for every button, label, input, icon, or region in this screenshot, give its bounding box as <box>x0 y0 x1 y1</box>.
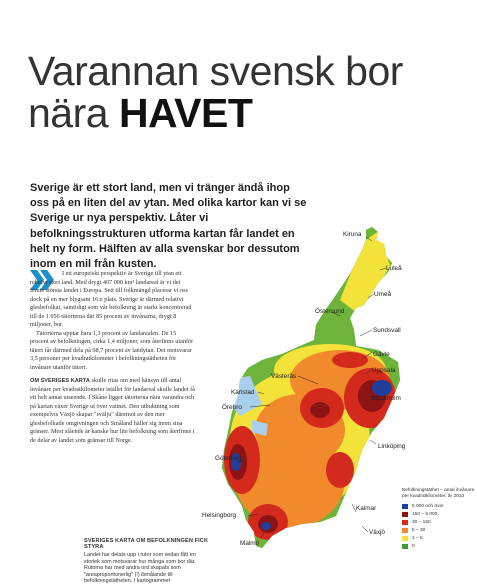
legend-item <box>402 535 476 543</box>
city-label-kalmar: Kalmar <box>356 505 377 512</box>
map-legend <box>402 488 476 551</box>
headline <box>28 50 468 134</box>
legend-swatch <box>402 520 408 525</box>
city-label-sundsvall: Sundsvall <box>373 327 401 334</box>
body-paragraph-3-text: skulle ritas om med hänsyn till antal invånare per kvadratkilometer istället för landareal skulle landet få ett helt annat utseende. I Skåne ligger tätorterna nära varandra och på kartan växer Sverige ut över vattnet. Den utbuktning som exempelvis Växjö skapar "svälju" däremot av den mer glesbefolkade omgivningen och Småland häller sig inom sina gränser. Mest slående är kanske hur lite befolkning som återfinns i de delar av landet som gränsar till Norge. <box>30 377 195 444</box>
city-label-gavle: Gävle <box>373 351 390 358</box>
city-label-linkoping: Linköping <box>378 443 406 450</box>
headline-line-1: Varannan svensk bor <box>28 48 403 94</box>
city-label-karlstad: Karlstad <box>231 389 255 396</box>
sidebar-box <box>84 538 212 585</box>
legend-item <box>402 527 476 535</box>
city-label-lulea: Luleå <box>386 265 402 272</box>
legend-swatch <box>402 504 408 509</box>
city-label-vasteras: Västerås <box>271 373 297 380</box>
legend-label: 30 – 150 <box>412 520 431 526</box>
legend-item <box>402 519 476 527</box>
legend-label: 5 – 30 <box>412 528 426 534</box>
city-label-uppsala: Uppsala <box>372 367 396 374</box>
headline-line-2-prefix: nära <box>28 90 119 136</box>
sidebar-title: SVERIGES KARTA OM BEFOLKNINGEN FICK STYRA <box>84 538 209 550</box>
legend-label: 150 – 5 000 <box>412 512 438 518</box>
body-subhead: OM SVERIGES KARTA <box>30 378 90 384</box>
body-text <box>30 270 195 445</box>
legend-swatch <box>402 528 408 533</box>
city-label-orebro: Örebro <box>222 404 242 411</box>
legend-item <box>402 511 476 519</box>
legend-swatch <box>402 512 408 517</box>
legend-label: 1 – 5 <box>412 536 423 542</box>
headline-line-2-bold: HAVET <box>118 90 253 136</box>
sidebar-text: Landet har delats upp i rutor som sedan fått en storlek som motsvarar hur många som bor där. Rutorna har med andra ord skapats som "areaproportionerlig" (!) ibmålande till befolkningstätheten. I kartogrammet <box>84 552 196 585</box>
legend-title: Befolkningstäthet – antal invånare per kvadratkilometer, år 2010 <box>402 488 475 499</box>
lead-paragraph: Sverige är ett stort land, men vi tränger ändå ihop oss på en liten del av ytan. Med olika kartor kan vi se Sverige ur nya perspektiv. Låter vi befolkningsstrukturen utforma kartan får landet en helt ny form. Hälften av alla svenskar bor dessutom inom en mil från kusten. <box>30 182 307 271</box>
city-label-umea: Umeå <box>374 291 392 298</box>
city-label-malmo: Malmö <box>240 540 260 547</box>
city-label-goteborg: Göteborg <box>215 455 242 462</box>
city-label-helsingborg: Helsingborg <box>202 512 237 519</box>
legend-label: 0 <box>412 544 415 550</box>
city-label-stockholm: Stockholm <box>371 395 401 402</box>
density-fills <box>200 222 400 552</box>
legend-swatch <box>402 536 408 541</box>
legend-swatch <box>402 544 408 549</box>
body-paragraph-3 <box>30 377 195 445</box>
legend-item <box>402 503 476 511</box>
body-paragraph-1: I ett europeiskt perspektiv är Sverige till ytan ett relativt stort land. Med drygt 407 000 km² landareal är vi det femte största landet i Europa. Sett till folkmängd placerar vi oss dock på en mer blygsam 16:e plats. Sverige är därmed relativt glesbefolkat, samtidigt som vår befolkning är starkt koncentrerad till de 1 956 tätorterna där 85 procent av invånarna, drygt 8 miljoner, bor. <box>30 270 192 328</box>
population-cartogram-map <box>200 222 406 552</box>
city-label-kiruna: Kiruna <box>343 231 362 238</box>
legend-item <box>402 543 476 551</box>
legend-label: 5 000 och över <box>412 504 444 510</box>
city-label-ostersund: Östersund <box>315 308 345 315</box>
city-label-vaxjo: Växjö <box>369 529 385 536</box>
body-paragraph-2: Tätorterna upptar bara 1,3 procent av landarealen. De 15 procent av befolkningen, cirka 1,4 miljoner, som återfinns utanför tätort får därmed dela på 98,7 procent av landytan. Det motsvarar 3,5 personer per kvadratkilometer i befolkningstätheten för invånare utanför tätort. <box>30 329 194 371</box>
